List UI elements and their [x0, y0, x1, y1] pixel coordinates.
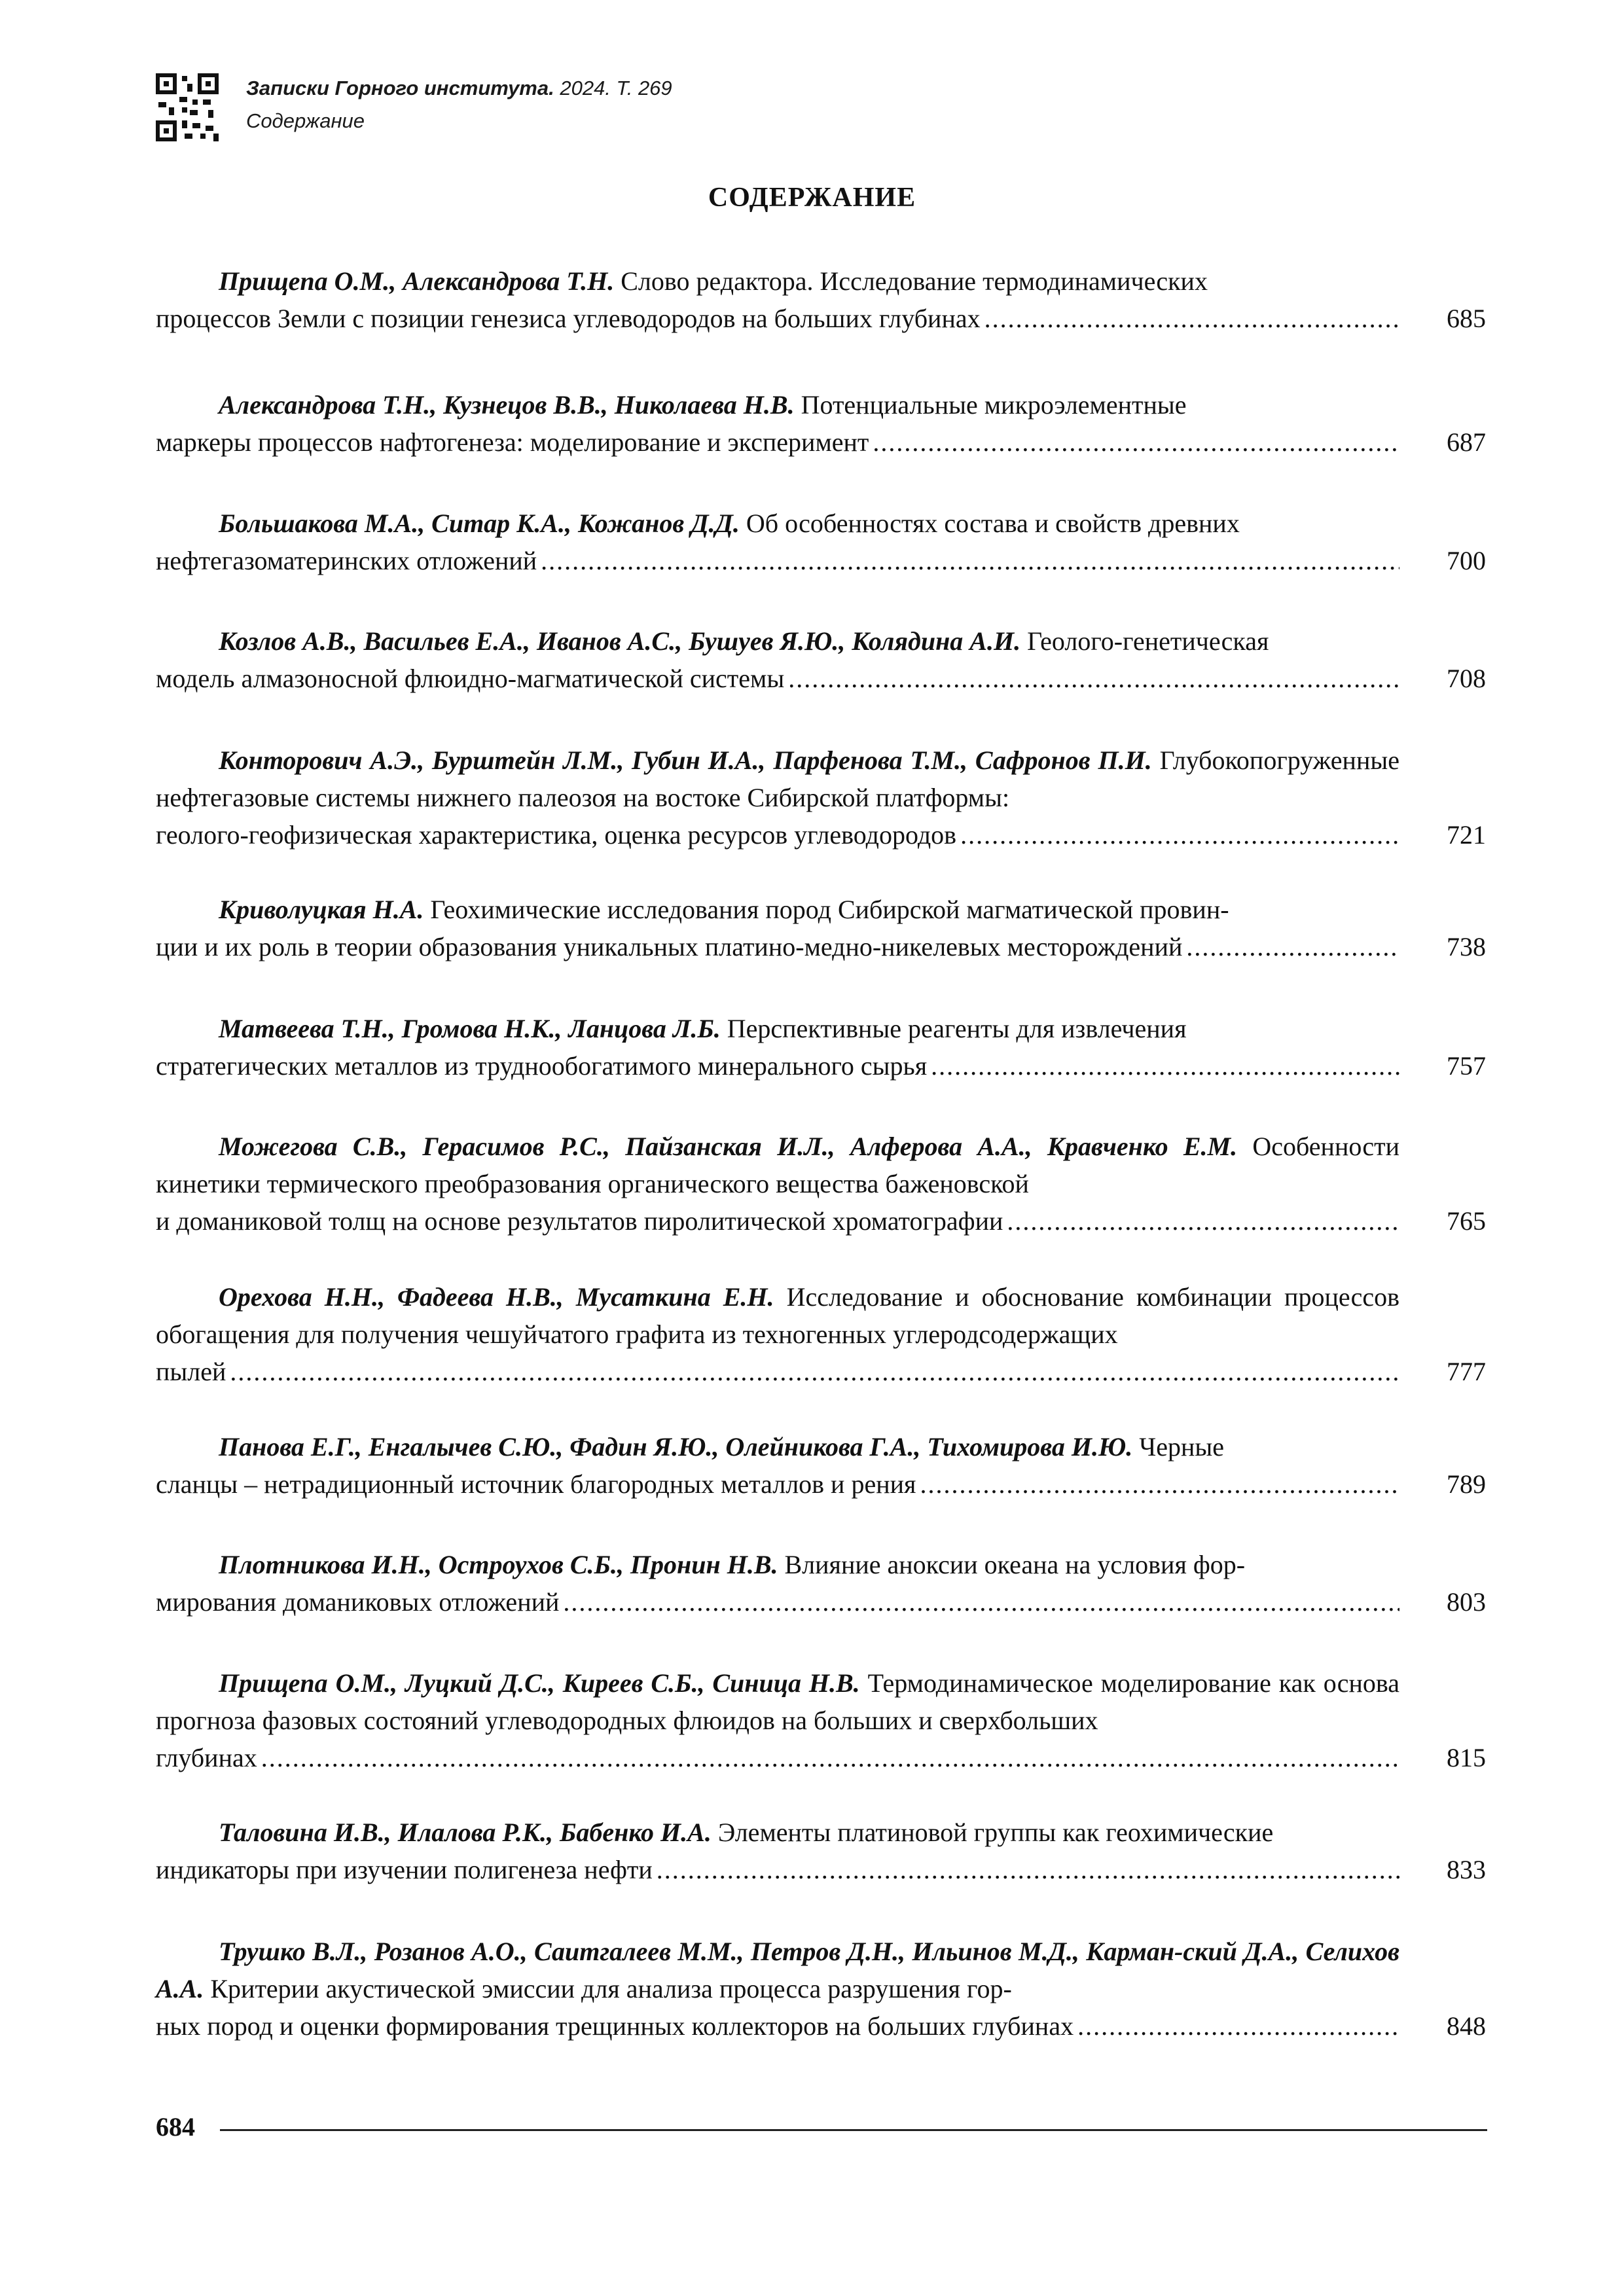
dot-leader	[984, 300, 1399, 337]
toc-entry-page: 833	[1447, 1855, 1486, 1884]
dot-leader	[563, 1583, 1399, 1621]
toc-entry-last-line	[156, 1851, 1399, 1888]
toc-entry-body	[156, 1814, 1399, 1851]
toc-entry-last-line	[156, 816, 1399, 853]
toc-entry-title: Термодинамическое моделирование как основа прогноза фазовых состояний углеводородных флюидов на больших и сверхбольших	[156, 1668, 1399, 1735]
toc-entry-last-line	[156, 542, 1399, 579]
toc-entry-body	[156, 1010, 1399, 1047]
toc-entry-body	[156, 891, 1399, 928]
dot-leader	[960, 816, 1399, 853]
dot-leader	[788, 660, 1399, 697]
toc-entry-authors: Александрова Т.Н., Кузнецов В.В., Николаева Н.В.	[219, 390, 795, 420]
toc-entry-page: 708	[1447, 664, 1486, 693]
toc-entry[interactable]	[156, 505, 1486, 579]
toc-entry-page: 738	[1447, 932, 1486, 961]
toc-entry-title: Глубокопогруженные нефтегазовые системы нижнего палеозоя на востоке Сибирской платформы:	[156, 745, 1399, 812]
toc-entry-last-line	[156, 928, 1399, 965]
toc-entry-page: 700	[1447, 546, 1486, 575]
toc-entry-authors: Таловина И.В., Илалова Р.К., Бабенко И.А.	[219, 1818, 712, 1847]
toc-entry-title: Об особенностях состава и свойств древних	[739, 509, 1240, 538]
dot-leader	[931, 1047, 1399, 1085]
toc-entry-page: 815	[1447, 1743, 1486, 1772]
toc-entry-title: Влияние аноксии океана на условия фор-	[778, 1550, 1246, 1579]
toc-entry-title-end: сланцы – нетрадиционный источник благородных металлов и рения	[156, 1469, 916, 1499]
toc-entry[interactable]	[156, 1933, 1486, 2045]
toc-entry-title: Особенности кинетики термического преобразования органического вещества баженовской	[156, 1132, 1399, 1198]
dot-leader	[1077, 2007, 1399, 2045]
toc-entry-body	[156, 1664, 1399, 1739]
page-number: 684	[156, 2112, 195, 2142]
toc-entry-title-end: маркеры процессов нафтогенеза: моделирование и эксперимент	[156, 427, 869, 457]
dot-leader	[261, 1739, 1399, 1776]
dot-leader	[657, 1851, 1399, 1888]
toc-entry-page: 687	[1447, 427, 1486, 457]
dot-leader	[1007, 1202, 1399, 1240]
toc-entry-body	[156, 622, 1399, 660]
toc-entry-title: Перспективные реагенты для извлечения	[720, 1014, 1187, 1043]
toc-entry[interactable]	[156, 622, 1486, 697]
toc-entry[interactable]	[156, 1428, 1486, 1503]
toc-entry[interactable]	[156, 1814, 1486, 1888]
dot-leader	[541, 542, 1399, 579]
toc-entry-title: Черные	[1132, 1432, 1224, 1462]
dot-leader	[920, 1465, 1399, 1503]
toc-entry-page: 721	[1447, 820, 1486, 850]
toc-entry-page: 765	[1447, 1206, 1486, 1236]
journal-line	[246, 72, 672, 105]
toc-entry-last-line	[156, 660, 1399, 697]
toc-entry[interactable]	[156, 742, 1486, 853]
toc-entry-page: 777	[1447, 1357, 1486, 1386]
toc-entry-authors: Орехова Н.Н., Фадеева Н.В., Мусаткина Е.Н.	[219, 1282, 774, 1312]
toc-entry-title: Геохимические исследования пород Сибирской магматической провин-	[424, 895, 1229, 924]
toc-entry-title-end: процессов Земли с позиции генезиса углеводородов на больших глубинах	[156, 304, 981, 333]
toc-entry[interactable]	[156, 1546, 1486, 1621]
toc-entry-body	[156, 742, 1399, 816]
toc-entry-authors: Панова Е.Г., Енгалычев С.Ю., Фадин Я.Ю., Олейникова Г.А., Тихомирова И.Ю.	[219, 1432, 1133, 1462]
journal-info: 2024. Т. 269	[554, 77, 672, 99]
toc-entry-title: Исследование и обоснование комбинации процессов обогащения для получения чешуйчатого графита из техногенных углеродсодержащих	[156, 1282, 1399, 1349]
toc-entry[interactable]	[156, 386, 1486, 461]
toc-entry-title-end: модель алмазоносной флюидно-магматической системы	[156, 664, 785, 693]
toc-entry-title: Слово редактора. Исследование термодинамических	[614, 266, 1208, 296]
toc-entry-authors: Плотникова И.Н., Остроухов С.Б., Пронин Н.В.	[219, 1550, 778, 1579]
toc-entry-body	[156, 262, 1399, 300]
toc-entry-page: 803	[1447, 1587, 1486, 1617]
toc-entry-authors: Можегова С.В., Герасимов Р.С., Пайзанская И.Л., Алферова А.А., Кравченко Е.М.	[219, 1132, 1238, 1161]
toc-entry-title: Критерии акустической эмиссии для анализа процесса разрушения гор-	[204, 1974, 1012, 2003]
toc-entry-title-end: стратегических металлов из труднообогатимого минерального сырья	[156, 1051, 928, 1081]
toc-entry-body	[156, 386, 1399, 423]
toc-entry-title-end: геолого-геофизическая характеристика, оценка ресурсов углеводородов	[156, 820, 957, 850]
journal-name: Записки Горного института.	[246, 77, 554, 99]
toc-entry-title-end: ции и их роль в теории образования уникальных платино-медно-никелевых месторождений	[156, 932, 1183, 961]
section-name: Содержание	[246, 109, 365, 132]
toc-entry-last-line	[156, 2007, 1399, 2045]
toc-entry-authors: Матвеева Т.Н., Громова Н.К., Ланцова Л.Б.	[219, 1014, 721, 1043]
page-title: СОДЕРЖАНИЕ	[708, 183, 916, 213]
toc-entry-authors: Прищепа О.М., Луцкий Д.С., Киреев С.Б., Синица Н.В.	[219, 1668, 860, 1698]
toc-entry[interactable]	[156, 262, 1486, 337]
running-header	[246, 72, 672, 137]
toc-entry-body	[156, 1933, 1399, 2007]
toc-entry-last-line	[156, 1465, 1399, 1503]
toc-entry-last-line	[156, 1353, 1399, 1390]
toc-entry-page: 789	[1447, 1469, 1486, 1499]
toc-entry-last-line	[156, 1047, 1399, 1085]
toc-entry-title-end: мирования доманиковых отложений	[156, 1587, 560, 1617]
toc-entry[interactable]	[156, 1128, 1486, 1240]
dot-leader	[873, 423, 1399, 461]
toc-entry[interactable]	[156, 891, 1486, 965]
qr-code-icon	[156, 73, 219, 141]
toc-entry-title-end: и доманиковой толщ на основе результатов пиролитической хроматографии	[156, 1206, 1003, 1236]
toc-entry-body	[156, 505, 1399, 542]
toc-entry-page: 685	[1447, 304, 1486, 333]
toc-entry-authors: Конторович А.Э., Бурштейн Л.М., Губин И.А., Парфенова Т.М., Сафронов П.И.	[219, 745, 1152, 775]
toc-entry-last-line	[156, 1202, 1399, 1240]
footer-rule	[220, 2129, 1487, 2131]
toc-entry-last-line	[156, 1739, 1399, 1776]
toc-entry[interactable]	[156, 1010, 1486, 1085]
toc-entry-body	[156, 1546, 1399, 1583]
dot-leader	[230, 1353, 1399, 1390]
toc-entry-authors: Трушко В.Л., Розанов А.О., Саитгалеев М.М., Петров Д.Н., Ильинов М.Д., Карман-ский Д.А., Селихов А.А.	[156, 1937, 1399, 2003]
toc-entry-body	[156, 1428, 1399, 1465]
toc-entry-title-end: нефтегазоматеринских отложений	[156, 546, 537, 575]
toc-entry-title-end: пылей	[156, 1357, 226, 1386]
toc-entry-title: Геолого-генетическая	[1020, 626, 1269, 656]
toc-entry-title: Потенциальные микроэлементные	[794, 390, 1187, 420]
toc-entry-last-line	[156, 423, 1399, 461]
toc-entry-body	[156, 1278, 1399, 1353]
toc-entry-title-end: глубинах	[156, 1743, 257, 1772]
toc-entry-authors: Прищепа О.М., Александрова Т.Н.	[219, 266, 615, 296]
toc-entry-title: Элементы платиновой группы как геохимические	[711, 1818, 1274, 1847]
toc-entry-authors: Криволуцкая Н.А.	[219, 895, 424, 924]
toc-entry-page: 848	[1447, 2011, 1486, 2041]
dot-leader	[1186, 928, 1399, 965]
toc-entry[interactable]	[156, 1278, 1486, 1390]
toc-entry-authors: Большакова М.А., Ситар К.А., Кожанов Д.Д.	[219, 509, 740, 538]
toc-entry-last-line	[156, 1583, 1399, 1621]
toc-entry-title-end: ных пород и оценки формирования трещинных коллекторов на больших глубинах	[156, 2011, 1074, 2041]
toc-entry-authors: Козлов А.В., Васильев Е.А., Иванов А.С., Бушуев Я.Ю., Колядина А.И.	[219, 626, 1021, 656]
toc-entry-page: 757	[1447, 1051, 1486, 1081]
toc-entry-last-line	[156, 300, 1399, 337]
toc-entry-body	[156, 1128, 1399, 1202]
toc-entry-title-end: индикаторы при изучении полигенеза нефти	[156, 1855, 653, 1884]
toc-entry[interactable]	[156, 1664, 1486, 1776]
